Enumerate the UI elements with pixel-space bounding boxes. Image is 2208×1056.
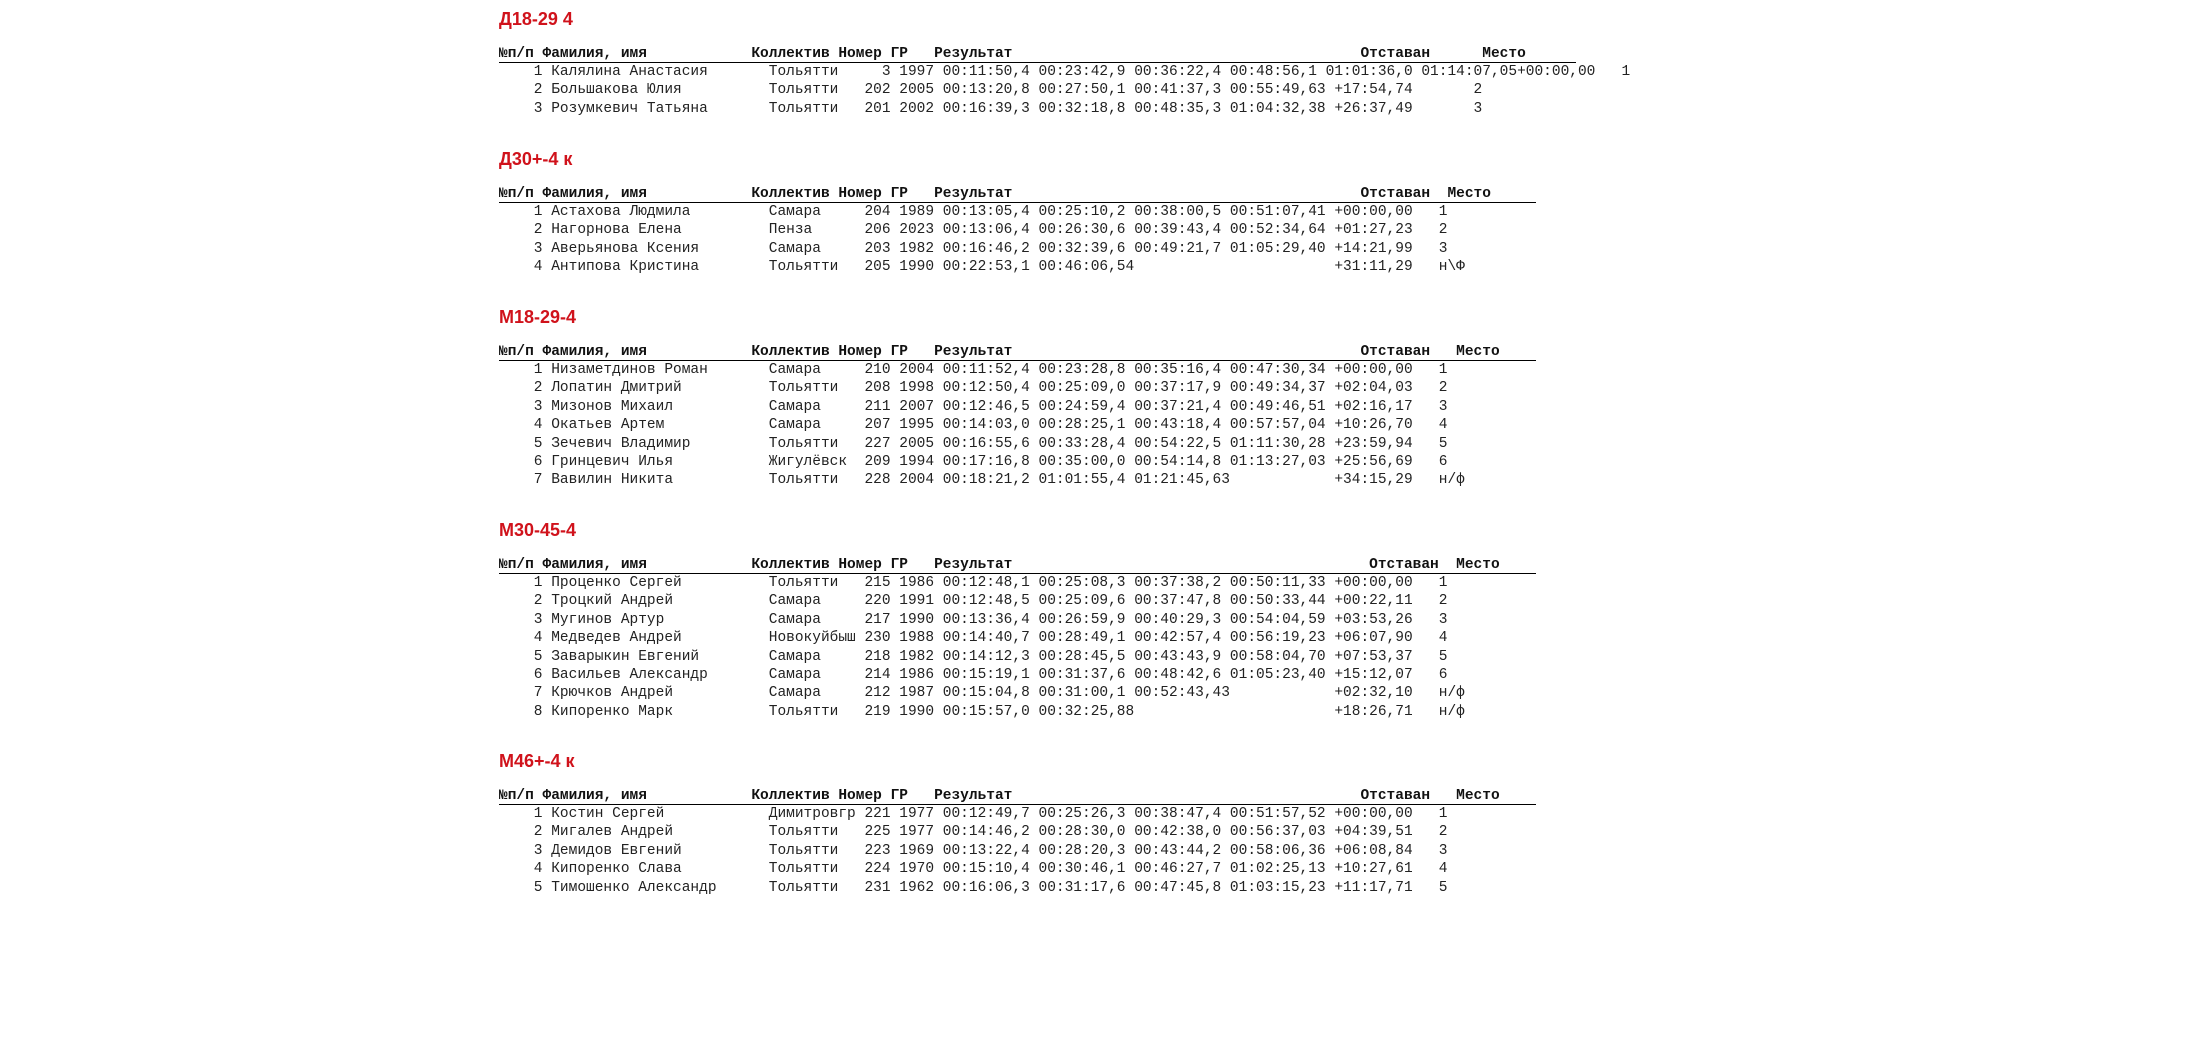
table-row: 2 Мигалев Андрей Тольятти 225 1977 00:14:46,2 00:28:30,0 00:42:38,0 00:56:37,03 +04:39,51 2: [499, 824, 1448, 841]
results-rows: [499, 574, 1465, 721]
results-rows: [499, 63, 1630, 118]
table-row: 3 Аверьянова Ксения Самара 203 1982 00:16:46,2 00:32:39,6 00:49:21,7 01:05:29,40 +14:21,99 3: [499, 240, 1448, 257]
table-row: 3 Мугинов Артур Самара 217 1990 00:13:36,4 00:26:59,9 00:40:29,3 00:54:04,59 +03:53,26 3: [499, 611, 1448, 628]
group-title: Д18-29 4: [499, 9, 573, 29]
group-title: Д30+-4 к: [499, 149, 573, 169]
table-row: 5 Тимошенко Александр Тольятти 231 1962 00:16:06,3 00:31:17,6 00:47:45,8 01:03:15,23 +11:17,71 5: [499, 879, 1448, 896]
table-row: 6 Васильев Александр Самара 214 1986 00:15:19,1 00:31:37,6 00:48:42,6 01:05:23,40 +15:12,07 6: [499, 666, 1448, 683]
table-row: 8 Кипоренко Марк Тольятти 219 1990 00:15:57,0 00:32:25,88 +18:26,71 н/ф: [499, 703, 1465, 720]
table-row: 1 Проценко Сергей Тольятти 215 1986 00:12:48,1 00:25:08,3 00:37:38,2 00:50:11,33 +00:00,00 1: [499, 575, 1448, 591]
table-row: 7 Крючков Андрей Самара 212 1987 00:15:04,8 00:31:00,1 00:52:43,43 +02:32,10 н/ф: [499, 685, 1465, 702]
table-row: 2 Большакова Юлия Тольятти 202 2005 00:13:20,8 00:27:50,1 00:41:37,3 00:55:49,63 +17:54,74 2: [499, 82, 1483, 99]
table-row: 2 Троцкий Андрей Самара 220 1991 00:12:48,5 00:25:09,6 00:37:47,8 00:50:33,44 +00:22,11 2: [499, 593, 1448, 610]
group-title: М18-29-4: [499, 307, 577, 327]
table-row: 1 Костин Сергей Димитровгр 221 1977 00:12:49,7 00:25:26,3 00:38:47,4 00:51:57,52 +00:00,00 1: [499, 806, 1448, 822]
table-row: 3 Демидов Евгений Тольятти 223 1969 00:13:22,4 00:28:20,3 00:43:44,2 00:58:06,36 +06:08,84 3: [499, 842, 1448, 859]
table-row: 4 Кипоренко Слава Тольятти 224 1970 00:15:10,4 00:30:46,1 00:46:27,7 01:02:25,13 +10:27,61 4: [499, 861, 1448, 878]
table-row: 5 Зечевич Владимир Тольятти 227 2005 00:16:55,6 00:33:28,4 00:54:22,5 01:11:30,28 +23:59,94 5: [499, 435, 1448, 452]
table-header: №п/п Фамилия, имя Коллектив Номер ГР Результат Отставан Место: [499, 344, 1500, 360]
table-header: №п/п Фамилия, имя Коллектив Номер ГР Результат Отставан Место: [499, 46, 1526, 62]
table-row: 6 Гринцевич Илья Жигулёвск 209 1994 00:17:16,8 00:35:00,0 00:54:14,8 01:13:27,03 +25:56,69 6: [499, 453, 1448, 470]
table-header: №п/п Фамилия, имя Коллектив Номер ГР Результат Отставан Место: [499, 557, 1500, 573]
group-title: М30-45-4: [499, 520, 577, 540]
table-row: 3 Мизонов Михаил Самара 211 2007 00:12:46,5 00:24:59,4 00:37:21,4 00:49:46,51 +02:16,17 3: [499, 398, 1448, 415]
table-row: 4 Антипова Кристина Тольятти 205 1990 00:22:53,1 00:46:06,54 +31:11,29 н\Ф: [499, 259, 1465, 276]
table-row: 5 Заварыкин Евгений Самара 218 1982 00:14:12,3 00:28:45,5 00:43:43,9 00:58:04,70 +07:53,37 5: [499, 648, 1448, 665]
table-row: 1 Астахова Людмила Самара 204 1989 00:13:05,4 00:25:10,2 00:38:00,5 00:51:07,41 +00:00,00 1: [499, 204, 1448, 220]
table-row: 2 Нагорнова Елена Пенза 206 2023 00:13:06,4 00:26:30,6 00:39:43,4 00:52:34,64 +01:27,23 2: [499, 222, 1448, 239]
table-header: №п/п Фамилия, имя Коллектив Номер ГР Результат Отставан Место: [499, 186, 1491, 202]
table-header: №п/п Фамилия, имя Коллектив Номер ГР Результат Отставан Место: [499, 788, 1500, 804]
table-row: 3 Розумкевич Татьяна Тольятти 201 2002 00:16:39,3 00:32:18,8 00:48:35,3 01:04:32,38 +26:37,49 3: [499, 100, 1483, 117]
results-rows: [499, 805, 1447, 897]
results-rows: [499, 361, 1465, 490]
results-rows: [499, 203, 1465, 277]
group-title: М46+-4 к: [499, 751, 575, 771]
table-row: 1 Калялина Анастасия Тольятти 3 1997 00:11:50,4 00:23:42,9 00:36:22,4 00:48:56,1 01:01:36,0 01:14:07,05+00:00,00 1: [499, 64, 1631, 80]
table-row: 7 Вавилин Никита Тольятти 228 2004 00:18:21,2 01:01:55,4 01:21:45,63 +34:15,29 н/ф: [499, 472, 1465, 489]
table-row: 4 Окатьев Артем Самара 207 1995 00:14:03,0 00:28:25,1 00:43:18,4 00:57:57,04 +10:26,70 4: [499, 417, 1448, 434]
table-row: 4 Медведев Андрей Новокуйбыш 230 1988 00:14:40,7 00:28:49,1 00:42:57,4 00:56:19,23 +06:07,90 4: [499, 630, 1448, 647]
table-row: 1 Низаметдинов Роман Самара 210 2004 00:11:52,4 00:23:28,8 00:35:16,4 00:47:30,34 +00:00,00 1: [499, 362, 1448, 378]
table-row: 2 Лопатин Дмитрий Тольятти 208 1998 00:12:50,4 00:25:09,0 00:37:17,9 00:49:34,37 +02:04,03 2: [499, 380, 1448, 397]
